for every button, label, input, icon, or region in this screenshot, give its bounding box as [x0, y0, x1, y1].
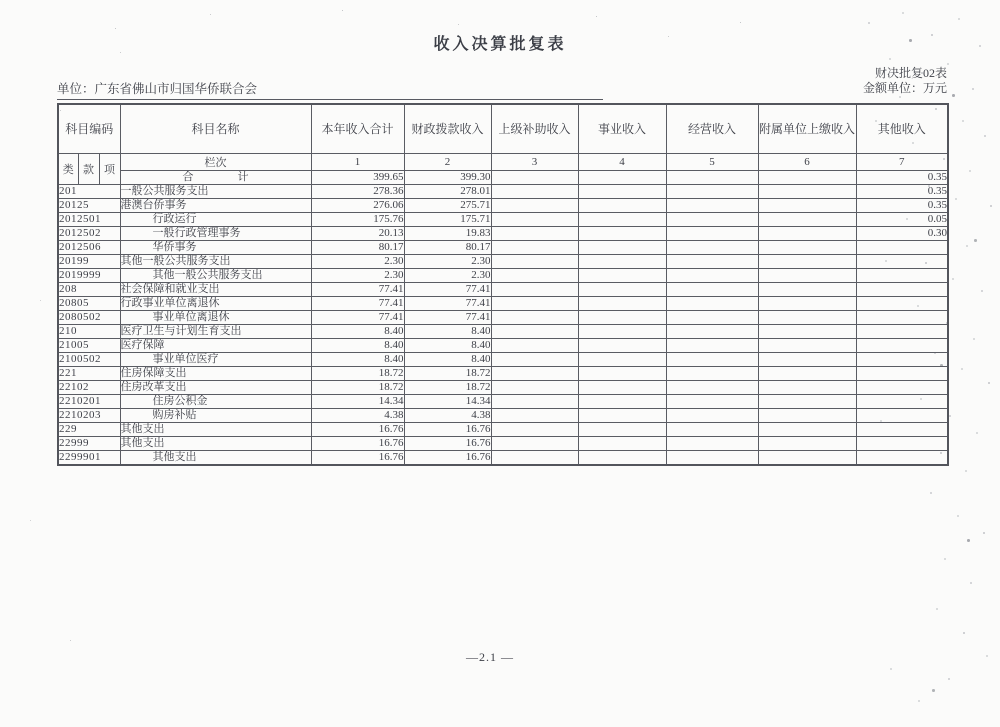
subject-code: 2100502: [58, 352, 120, 366]
value-cell: 80.17: [404, 240, 491, 254]
value-cell: [666, 240, 758, 254]
value-cell: [578, 184, 666, 198]
total-label: 合 计: [120, 170, 311, 184]
table-row: [58, 212, 948, 226]
value-cell: [578, 324, 666, 338]
value-cell: [758, 352, 856, 366]
subject-code: 2210201: [58, 394, 120, 408]
value-cell: [758, 450, 856, 465]
value-cell: [491, 408, 578, 422]
subject-code: 20199: [58, 254, 120, 268]
subject-code: 22999: [58, 436, 120, 450]
value-cell: 16.76: [311, 450, 404, 465]
lanci-label: 栏次: [120, 153, 311, 170]
value-cell: [856, 422, 948, 436]
table-row: [58, 436, 948, 450]
value-cell: [491, 450, 578, 465]
table-row: [58, 366, 948, 380]
subject-code: 2012501: [58, 212, 120, 226]
value-cell: [856, 282, 948, 296]
header-section: 款: [78, 153, 99, 184]
value-cell: [666, 422, 758, 436]
value-cell: [758, 366, 856, 380]
value-cell: [666, 338, 758, 352]
header-col-business-income: 事业收入: [578, 104, 666, 153]
value-cell: 18.72: [404, 380, 491, 394]
subject-name: 住房改革支出: [120, 380, 311, 394]
value-cell: [491, 184, 578, 198]
value-cell: 175.76: [311, 212, 404, 226]
header-subject-code: 科目编码: [58, 104, 120, 153]
table-row: [58, 254, 948, 268]
total-value: 0.35: [856, 170, 948, 184]
value-cell: [666, 324, 758, 338]
value-cell: [856, 296, 948, 310]
subject-name: 一般行政管理事务: [120, 226, 311, 240]
value-cell: 16.76: [311, 422, 404, 436]
column-number: 6: [758, 153, 856, 170]
value-cell: [578, 450, 666, 465]
value-cell: 8.40: [311, 338, 404, 352]
table-row: [58, 422, 948, 436]
value-cell: [578, 422, 666, 436]
value-cell: 0.35: [856, 198, 948, 212]
value-cell: [666, 296, 758, 310]
value-cell: [578, 212, 666, 226]
total-value: [666, 170, 758, 184]
subject-code: 201: [58, 184, 120, 198]
value-cell: [578, 352, 666, 366]
value-cell: [491, 324, 578, 338]
value-cell: [856, 310, 948, 324]
subject-name: 其他支出: [120, 422, 311, 436]
total-value: 399.30: [404, 170, 491, 184]
value-cell: 2.30: [404, 268, 491, 282]
subject-name: 其他一般公共服务支出: [120, 268, 311, 282]
value-cell: 80.17: [311, 240, 404, 254]
value-cell: 4.38: [311, 408, 404, 422]
table-row: [58, 240, 948, 254]
subject-code: 208: [58, 282, 120, 296]
subject-name: 行政运行: [120, 212, 311, 226]
value-cell: [491, 296, 578, 310]
value-cell: [666, 310, 758, 324]
scan-noise-speckles: [0, 0, 2, 2]
header-col-other-income: 其他收入: [856, 104, 948, 153]
value-cell: [666, 268, 758, 282]
value-cell: 4.38: [404, 408, 491, 422]
column-number: 2: [404, 153, 491, 170]
value-cell: 8.40: [311, 352, 404, 366]
value-cell: [491, 380, 578, 394]
value-cell: [758, 422, 856, 436]
table-row: [58, 310, 948, 324]
value-cell: [856, 338, 948, 352]
value-cell: 275.71: [404, 198, 491, 212]
header-subject-name: 科目名称: [120, 104, 311, 153]
value-cell: 2.30: [311, 254, 404, 268]
subject-code: 2012502: [58, 226, 120, 240]
value-cell: 8.40: [311, 324, 404, 338]
value-cell: 278.36: [311, 184, 404, 198]
value-cell: [856, 268, 948, 282]
value-cell: [666, 408, 758, 422]
table-row: [58, 338, 948, 352]
header-col-superior-subsidy: 上级补助收入: [491, 104, 578, 153]
value-cell: [856, 366, 948, 380]
value-cell: [856, 240, 948, 254]
value-cell: [491, 212, 578, 226]
value-cell: [666, 450, 758, 465]
subject-code: 2299901: [58, 450, 120, 465]
column-number: 4: [578, 153, 666, 170]
value-cell: 19.83: [404, 226, 491, 240]
value-cell: [578, 296, 666, 310]
value-cell: 276.06: [311, 198, 404, 212]
value-cell: 14.34: [404, 394, 491, 408]
value-cell: [666, 394, 758, 408]
header-col-fiscal-appropriation: 财政拨款收入: [404, 104, 491, 153]
table-row: [58, 352, 948, 366]
subject-code: 2080502: [58, 310, 120, 324]
value-cell: [578, 366, 666, 380]
table-row: [58, 408, 948, 422]
value-cell: [856, 394, 948, 408]
value-cell: [758, 380, 856, 394]
value-cell: [666, 366, 758, 380]
value-cell: 77.41: [311, 282, 404, 296]
income-accounts-table: [57, 103, 949, 466]
value-cell: [758, 268, 856, 282]
value-cell: [758, 226, 856, 240]
value-cell: [666, 184, 758, 198]
column-number: 7: [856, 153, 948, 170]
unit-name: 广东省佛山市归国华侨联合会: [94, 82, 258, 96]
value-cell: [666, 380, 758, 394]
table-row: [58, 394, 948, 408]
value-cell: [578, 436, 666, 450]
value-cell: 20.13: [311, 226, 404, 240]
value-cell: [758, 436, 856, 450]
value-cell: [856, 352, 948, 366]
header-item: 项: [99, 153, 120, 184]
value-cell: [491, 422, 578, 436]
value-cell: [856, 436, 948, 450]
header-class: 类: [58, 153, 78, 184]
table-row: [58, 184, 948, 198]
table-row: [58, 226, 948, 240]
value-cell: 2.30: [311, 268, 404, 282]
value-cell: 8.40: [404, 352, 491, 366]
value-cell: [856, 324, 948, 338]
subject-name: 其他一般公共服务支出: [120, 254, 311, 268]
value-cell: 16.76: [404, 422, 491, 436]
value-cell: [578, 310, 666, 324]
value-cell: [491, 254, 578, 268]
value-cell: [758, 254, 856, 268]
table-row: [58, 198, 948, 212]
value-cell: 16.76: [311, 436, 404, 450]
table-row: [58, 268, 948, 282]
meta-right-block: [863, 66, 947, 96]
value-cell: [666, 436, 758, 450]
value-cell: [491, 310, 578, 324]
total-value: [578, 170, 666, 184]
subject-name: 事业单位离退休: [120, 310, 311, 324]
scan-noise-speckles-dark: [0, 0, 1, 1]
value-cell: [578, 408, 666, 422]
total-value: [491, 170, 578, 184]
value-cell: [758, 184, 856, 198]
value-cell: 18.72: [311, 380, 404, 394]
value-cell: 77.41: [311, 296, 404, 310]
value-cell: [491, 366, 578, 380]
value-cell: 16.76: [404, 436, 491, 450]
table-row: [58, 296, 948, 310]
subject-name: 港澳台侨事务: [120, 198, 311, 212]
value-cell: [856, 380, 948, 394]
value-cell: [491, 352, 578, 366]
subject-name: 一般公共服务支出: [120, 184, 311, 198]
value-cell: [758, 240, 856, 254]
value-cell: 18.72: [311, 366, 404, 380]
value-cell: [758, 324, 856, 338]
value-cell: 77.41: [311, 310, 404, 324]
value-cell: [856, 254, 948, 268]
value-cell: [758, 282, 856, 296]
subject-name: 住房保障支出: [120, 366, 311, 380]
subject-code: 22102: [58, 380, 120, 394]
column-number: 5: [666, 153, 758, 170]
value-cell: [758, 310, 856, 324]
table-row: [58, 324, 948, 338]
table-row: [58, 450, 948, 465]
subject-code: 221: [58, 366, 120, 380]
value-cell: 77.41: [404, 282, 491, 296]
value-cell: [666, 352, 758, 366]
unit-label: 单位：: [57, 82, 95, 96]
value-cell: [491, 240, 578, 254]
value-cell: [578, 282, 666, 296]
value-cell: [856, 408, 948, 422]
value-cell: [666, 212, 758, 226]
value-cell: [758, 198, 856, 212]
header-col-subordinate-remit: 附属单位上缴收入: [758, 104, 856, 153]
value-cell: [491, 226, 578, 240]
value-cell: [758, 394, 856, 408]
subject-name: 医疗卫生与计划生育支出: [120, 324, 311, 338]
total-value: [758, 170, 856, 184]
value-cell: 175.71: [404, 212, 491, 226]
subject-name: 医疗保障: [120, 338, 311, 352]
header-col-total-income: 本年收入合计: [311, 104, 404, 153]
form-code: 财决批复02表: [874, 66, 947, 80]
value-cell: [491, 198, 578, 212]
value-cell: [856, 450, 948, 465]
subject-name: 行政事业单位离退休: [120, 296, 311, 310]
value-cell: [578, 394, 666, 408]
value-cell: [578, 240, 666, 254]
total-row: [58, 170, 948, 184]
value-cell: [491, 436, 578, 450]
column-number: 3: [491, 153, 578, 170]
subject-code: 20805: [58, 296, 120, 310]
value-cell: 77.41: [404, 296, 491, 310]
value-cell: 18.72: [404, 366, 491, 380]
value-cell: [758, 296, 856, 310]
value-cell: [758, 338, 856, 352]
value-cell: 0.30: [856, 226, 948, 240]
unit-line: [57, 79, 603, 100]
subject-code: 2210203: [58, 408, 120, 422]
subject-name: 事业单位医疗: [120, 352, 311, 366]
subject-code: 210: [58, 324, 120, 338]
value-cell: 278.01: [404, 184, 491, 198]
subject-name: 住房公积金: [120, 394, 311, 408]
value-cell: [491, 338, 578, 352]
value-cell: 77.41: [404, 310, 491, 324]
value-cell: [666, 226, 758, 240]
subject-name: 其他支出: [120, 436, 311, 450]
value-cell: [666, 254, 758, 268]
value-cell: 0.05: [856, 212, 948, 226]
subject-name: 社会保障和就业支出: [120, 282, 311, 296]
value-cell: [491, 394, 578, 408]
value-cell: [578, 226, 666, 240]
table-row: [58, 282, 948, 296]
total-value: 399.65: [311, 170, 404, 184]
subject-code: 2019999: [58, 268, 120, 282]
page-number: —2.1 —: [466, 650, 514, 664]
value-cell: [666, 198, 758, 212]
value-cell: [578, 380, 666, 394]
subject-name: 其他支出: [120, 450, 311, 465]
value-cell: [491, 282, 578, 296]
value-cell: [578, 254, 666, 268]
header-col-operating-income: 经营收入: [666, 104, 758, 153]
value-cell: [578, 198, 666, 212]
value-cell: 14.34: [311, 394, 404, 408]
subject-code: 2012506: [58, 240, 120, 254]
subject-name: 购房补贴: [120, 408, 311, 422]
value-cell: [758, 212, 856, 226]
value-cell: [578, 338, 666, 352]
header-row-lanci: [58, 153, 948, 170]
value-cell: 8.40: [404, 338, 491, 352]
header-row-titles: [58, 104, 948, 153]
value-cell: [491, 268, 578, 282]
document-title: 收入决算批复表: [433, 36, 567, 53]
subject-name: 华侨事务: [120, 240, 311, 254]
value-cell: 2.30: [404, 254, 491, 268]
table-row: [58, 380, 948, 394]
subject-code: 229: [58, 422, 120, 436]
subject-code: 21005: [58, 338, 120, 352]
column-number: 1: [311, 153, 404, 170]
value-cell: [666, 282, 758, 296]
subject-code: 20125: [58, 198, 120, 212]
value-cell: [578, 268, 666, 282]
value-cell: 8.40: [404, 324, 491, 338]
value-cell: [758, 408, 856, 422]
value-cell: 16.76: [404, 450, 491, 465]
amount-unit: 金额单位：万元: [862, 81, 947, 95]
value-cell: 0.35: [856, 184, 948, 198]
